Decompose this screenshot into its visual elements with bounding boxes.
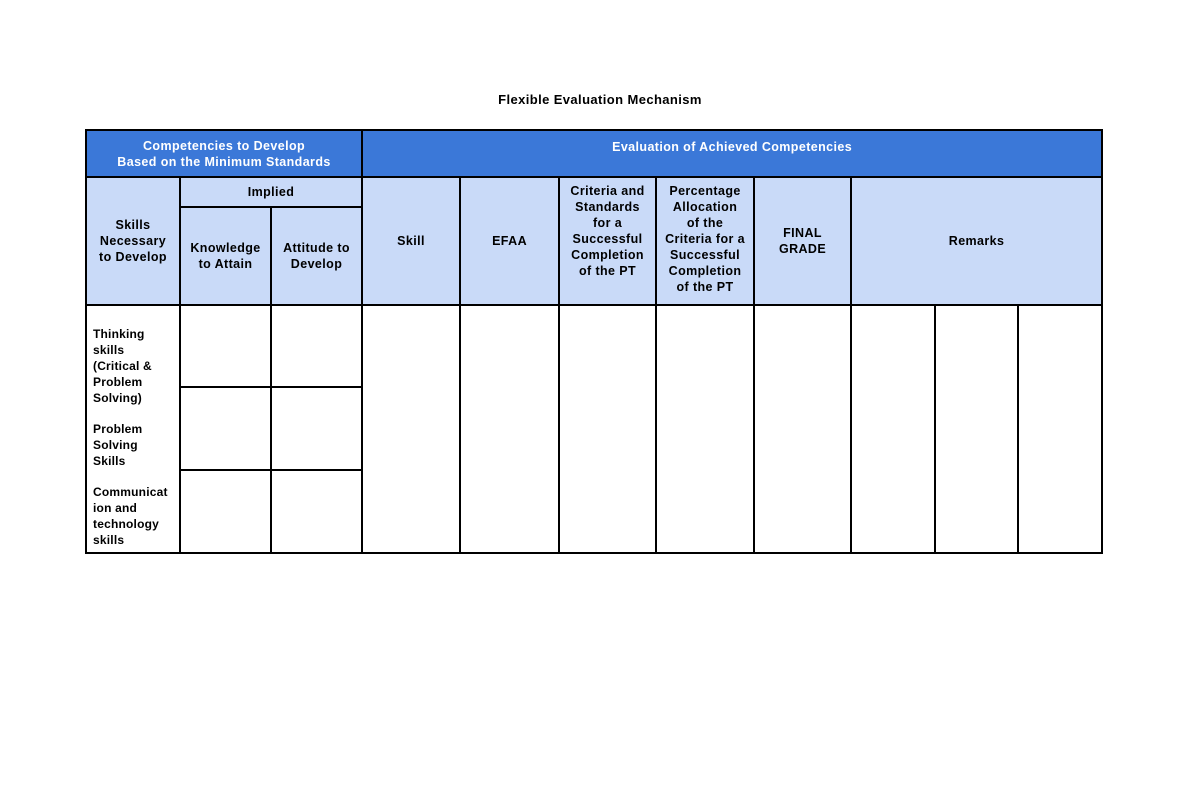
skill-cell[interactable] — [362, 305, 460, 553]
remarks-header: Remarks — [851, 177, 1102, 305]
attitude-cell[interactable] — [271, 387, 362, 469]
evaluation-table — [85, 129, 1103, 554]
percentage-cell[interactable] — [656, 305, 754, 553]
remarks-cell-2[interactable] — [935, 305, 1018, 553]
final-grade-cell[interactable] — [754, 305, 851, 553]
criteria-cell[interactable] — [559, 305, 656, 553]
final-grade-header: FINAL GRADE — [754, 177, 851, 305]
attitude-header: Attitude to Develop — [271, 207, 362, 305]
criteria-header: Criteria and Standards for a Successful Completion of the PT — [559, 177, 656, 305]
document-title: Flexible Evaluation Mechanism — [498, 92, 702, 107]
percentage-header: Percentage Allocation of the Criteria for a Successful Completion of the PT — [656, 177, 754, 305]
header-row-sub-1 — [86, 177, 1102, 207]
remarks-cell-3[interactable] — [1018, 305, 1102, 553]
knowledge-cell[interactable] — [180, 305, 271, 387]
skills-necessary-header: Skills Necessary to Develop — [86, 177, 180, 305]
attitude-cell[interactable] — [271, 470, 362, 553]
competencies-header: Competencies to Develop Based on the Minimum Standards — [86, 130, 362, 177]
skills-list-cell — [86, 305, 180, 553]
skill-item-thinking: Thinking skills (Critical & Problem Solving) — [93, 327, 152, 405]
knowledge-cell[interactable] — [180, 387, 271, 469]
attitude-cell[interactable] — [271, 305, 362, 387]
knowledge-header: Knowledge to Attain — [180, 207, 271, 305]
evaluation-header: Evaluation of Achieved Competencies — [362, 130, 1102, 177]
table-row — [86, 305, 1102, 387]
implied-header: Implied — [180, 177, 362, 207]
skill-header: Skill — [362, 177, 460, 305]
efaa-header: EFAA — [460, 177, 559, 305]
skill-item-problem-solving: Problem Solving Skills — [93, 422, 143, 468]
efaa-cell[interactable] — [460, 305, 559, 553]
remarks-cell-1[interactable] — [851, 305, 935, 553]
skill-item-communication: Communicat ion and technology skills — [93, 485, 168, 547]
knowledge-cell[interactable] — [180, 470, 271, 553]
header-row-top — [86, 130, 1102, 177]
